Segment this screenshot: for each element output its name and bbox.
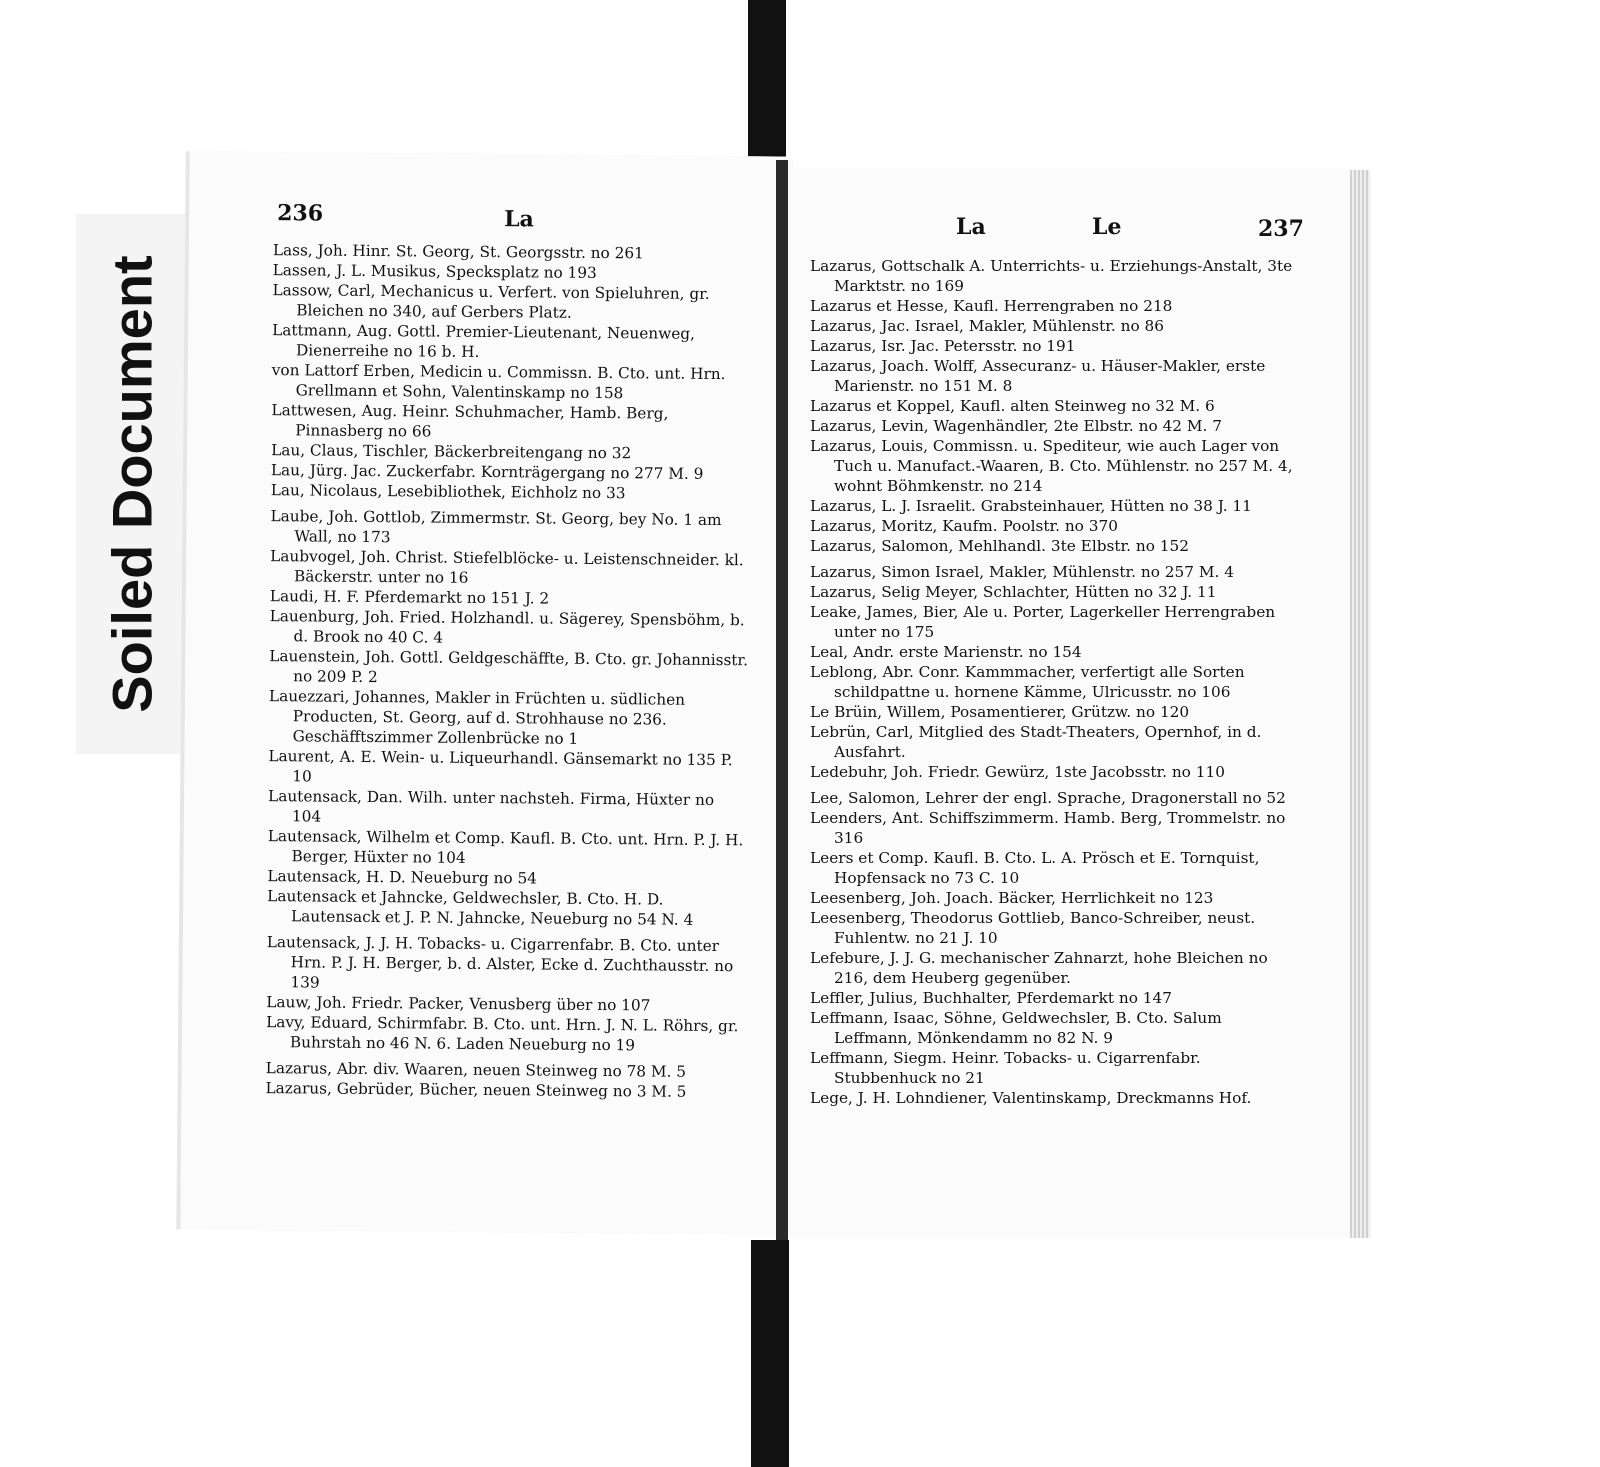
directory-entry: Lazarus, Selig Meyer, Schlachter, Hütten no 32 J. 11 bbox=[810, 583, 1217, 601]
directory-entry: Lauenstein, Joh. Gottl. Geldgeschäffte, B. Cto. gr. Johannisstr. no 209 P. 2 bbox=[269, 647, 749, 687]
directory-entry: Lazarus, Joach. Wolff, Assecuranz- u. Häuser-Makler, erste Marienstr. no 151 M. 8 bbox=[810, 357, 1266, 395]
directory-entry: Lattwesen, Aug. Heinr. Schuhmacher, Hamb. Berg, Pinnasberg no 66 bbox=[271, 401, 669, 441]
directory-entry: Lauenburg, Joh. Fried. Holzhandl. u. Sägerey, Spensböhm, b. d. Brook no 40 C. 4 bbox=[269, 607, 745, 647]
directory-entry: Lazarus, Gottschalk A. Unterrichts- u. Erziehungs-Anstalt, 3te Marktstr. no 169 bbox=[810, 257, 1293, 295]
directory-entry: Laudi, H. F. Pferdemarkt no 151 J. 2 bbox=[269, 587, 550, 608]
directory-entry: Le Brüin, Willem, Posamentierer, Grützw. no 120 bbox=[810, 703, 1190, 721]
directory-entry: Lass, Joh. Hinr. St. Georg, St. Georgsstr. no 261 bbox=[272, 241, 644, 263]
directory-entry: Lazarus, L. J. Israelit. Grabsteinhauer, Hütten no 38 J. 11 bbox=[810, 497, 1252, 515]
directory-entry: Lau, Jürg. Jac. Zuckerfabr. Kornträgergang no 277 M. 9 bbox=[270, 461, 704, 483]
directory-entry: Lazarus, Gebrüder, Bücher, neuen Steinweg no 3 M. 5 bbox=[265, 1079, 687, 1101]
directory-entry: Lauezzari, Johannes, Makler in Früchten u. südlichen Producten, St. Georg, auf d. Strohhause no 236. Geschäfftszimmer Zollenbrücke no 1 bbox=[268, 687, 686, 748]
directory-entry: Lau, Claus, Tischler, Bäckerbreitengang no 32 bbox=[271, 441, 632, 463]
book-spine bbox=[776, 160, 788, 1240]
soiled-document-stamp: Soiled Document bbox=[100, 255, 164, 713]
page-edge-stack bbox=[1350, 170, 1370, 1238]
directory-entry: Lassen, J. L. Musikus, Specksplatz no 193 bbox=[272, 261, 597, 282]
directory-entry: Leenders, Ant. Schiffszimmerm. Hamb. Berg, Trommelstr. no 316 bbox=[810, 809, 1286, 847]
right-entry-list bbox=[810, 256, 1294, 1108]
directory-entry: Lauw, Joh. Friedr. Packer, Venusberg über no 107 bbox=[266, 993, 651, 1015]
directory-entry: Lautensack, Wilhelm et Comp. Kaufl. B. Cto. unt. Hrn. P. J. H. Berger, Hüxter no 104 bbox=[267, 827, 744, 867]
directory-entry: Lazarus, Isr. Jac. Petersstr. no 191 bbox=[810, 337, 1076, 355]
directory-entry: Leffler, Julius, Buchhalter, Pferdemarkt no 147 bbox=[810, 989, 1173, 1007]
directory-entry: Leffmann, Isaac, Söhne, Geldwechsler, B. Cto. Salum Leffmann, Mönkendamm no 82 N. 9 bbox=[810, 1009, 1222, 1047]
directory-entry: Leal, Andr. erste Marienstr. no 154 bbox=[810, 643, 1082, 661]
directory-entry: Lazarus, Jac. Israel, Makler, Mühlenstr. no 86 bbox=[810, 317, 1164, 335]
directory-entry: Lee, Salomon, Lehrer der engl. Sprache, Dragonerstall no 52 bbox=[810, 789, 1286, 807]
directory-entry: Lazarus et Koppel, Kaufl. alten Steinweg no 32 M. 6 bbox=[810, 397, 1215, 415]
directory-entry: Lefebure, J. J. G. mechanischer Zahnarzt, hohe Bleichen no 216, dem Heuberg gegenüber. bbox=[810, 949, 1268, 987]
right-page bbox=[788, 168, 1371, 1238]
directory-entry: Lazarus, Louis, Commissn. u. Spediteur, wie auch Lager von Tuch u. Manufact.-Waaren, B. Cto. Mühlenstr. no 257 M. 4, wohnt Böhmkenstr. no 214 bbox=[810, 437, 1293, 495]
directory-entry: Lautensack, H. D. Neueburg no 54 bbox=[267, 867, 538, 888]
directory-entry: Lebrün, Carl, Mitglied des Stadt-Theaters, Opernhof, in d. Ausfahrt. bbox=[810, 723, 1262, 761]
directory-entry: Leesenberg, Theodorus Gottlieb, Banco-Schreiber, neust. Fuhlentw. no 21 J. 10 bbox=[810, 909, 1256, 947]
directory-entry: Laube, Joh. Gottlob, Zimmermstr. St. Georg, bey No. 1 am Wall, no 173 bbox=[270, 507, 722, 547]
directory-entry: Lattmann, Aug. Gottl. Premier-Lieutenant, Neuenweg, Dienerreihe no 16 b. H. bbox=[272, 321, 696, 361]
directory-entry: Laurent, A. E. Wein- u. Liqueurhandl. Gänsemarkt no 135 P. 10 bbox=[268, 747, 733, 786]
directory-entry: Lavy, Eduard, Schirmfabr. B. Cto. unt. Hrn. J. N. L. Röhrs, gr. Buhrstah no 46 N. 6. Laden Neueburg no 19 bbox=[266, 1013, 739, 1055]
binding-strap-bottom bbox=[751, 1240, 789, 1467]
directory-entry: Ledebuhr, Joh. Friedr. Gewürz, 1ste Jacobsstr. no 110 bbox=[810, 763, 1225, 781]
directory-entry: Leake, James, Bier, Ale u. Porter, Lagerkeller Herrengraben unter no 175 bbox=[810, 603, 1276, 641]
directory-entry: Lautensack, J. J. H. Tobacks- u. Cigarrenfabr. B. Cto. unter Hrn. P. J. H. Berger, b. d. Alster, Ecke d. Zuchthausstr. no 139 bbox=[266, 933, 734, 992]
directory-entry: von Lattorf Erben, Medicin u. Commissn. B. Cto. unt. Hrn. Grellmann et Sohn, Valentinskamp no 158 bbox=[271, 361, 726, 403]
binding-strap-top bbox=[748, 0, 786, 160]
directory-entry: Lazarus, Abr. div. Waaren, neuen Steinweg no 78 M. 5 bbox=[265, 1059, 687, 1081]
right-page-header-le: Le bbox=[1092, 214, 1122, 240]
left-page bbox=[180, 151, 793, 1234]
directory-entry: Lazarus, Salomon, Mehlhandl. 3te Elbstr. no 152 bbox=[810, 537, 1190, 555]
directory-entry: Laubvogel, Joh. Christ. Stiefelblöcke- u. Leistenschneider. kl. Bäckerstr. unter no 16 bbox=[270, 547, 744, 587]
directory-entry: Lazarus et Hesse, Kaufl. Herrengraben no 218 bbox=[810, 297, 1173, 315]
left-page-number: 236 bbox=[277, 200, 324, 227]
directory-entry: Leers et Comp. Kaufl. B. Cto. L. A. Prösch et E. Tornquist, Hopfensack no 73 C. 10 bbox=[810, 849, 1260, 887]
directory-entry: Lazarus, Moritz, Kaufm. Poolstr. no 370 bbox=[810, 517, 1118, 535]
directory-entry: Lazarus, Levin, Wagenhändler, 2te Elbstr. no 42 M. 7 bbox=[810, 417, 1223, 435]
directory-entry: Lazarus, Simon Israel, Makler, Mühlenstr. no 257 M. 4 bbox=[810, 563, 1234, 581]
directory-entry: Leblong, Abr. Conr. Kammmacher, verfertigt alle Sorten schildpattne u. hornene Kämme, Ulricusstr. no 106 bbox=[810, 663, 1245, 701]
directory-entry: Leffmann, Siegm. Heinr. Tobacks- u. Cigarrenfabr. Stubbenhuck no 21 bbox=[810, 1049, 1201, 1087]
left-page-header: La bbox=[504, 206, 534, 233]
directory-entry: Lege, J. H. Lohndiener, Valentinskamp, Dreckmanns Hof. bbox=[810, 1089, 1252, 1107]
right-page-header-la: La bbox=[956, 214, 986, 240]
left-entry-list bbox=[265, 240, 752, 1102]
directory-entry: Lassow, Carl, Mechanicus u. Verfert. von Spieluhren, gr. Bleichen no 340, auf Gerbers Platz. bbox=[272, 281, 710, 322]
directory-entry: Leesenberg, Joh. Joach. Bäcker, Herrlichkeit no 123 bbox=[810, 889, 1214, 907]
directory-entry: Lautensack, Dan. Wilh. unter nachsteh. Firma, Hüxter no 104 bbox=[268, 787, 715, 826]
directory-entry: Lautensack et Jahncke, Geldwechsler, B. Cto. H. D. Lautensack et J. P. N. Jahncke, Neueburg no 54 N. 4 bbox=[267, 887, 694, 929]
directory-entry: Lau, Nicolaus, Lesebibliothek, Eichholz no 33 bbox=[270, 481, 626, 503]
right-page-number: 237 bbox=[1258, 216, 1304, 242]
